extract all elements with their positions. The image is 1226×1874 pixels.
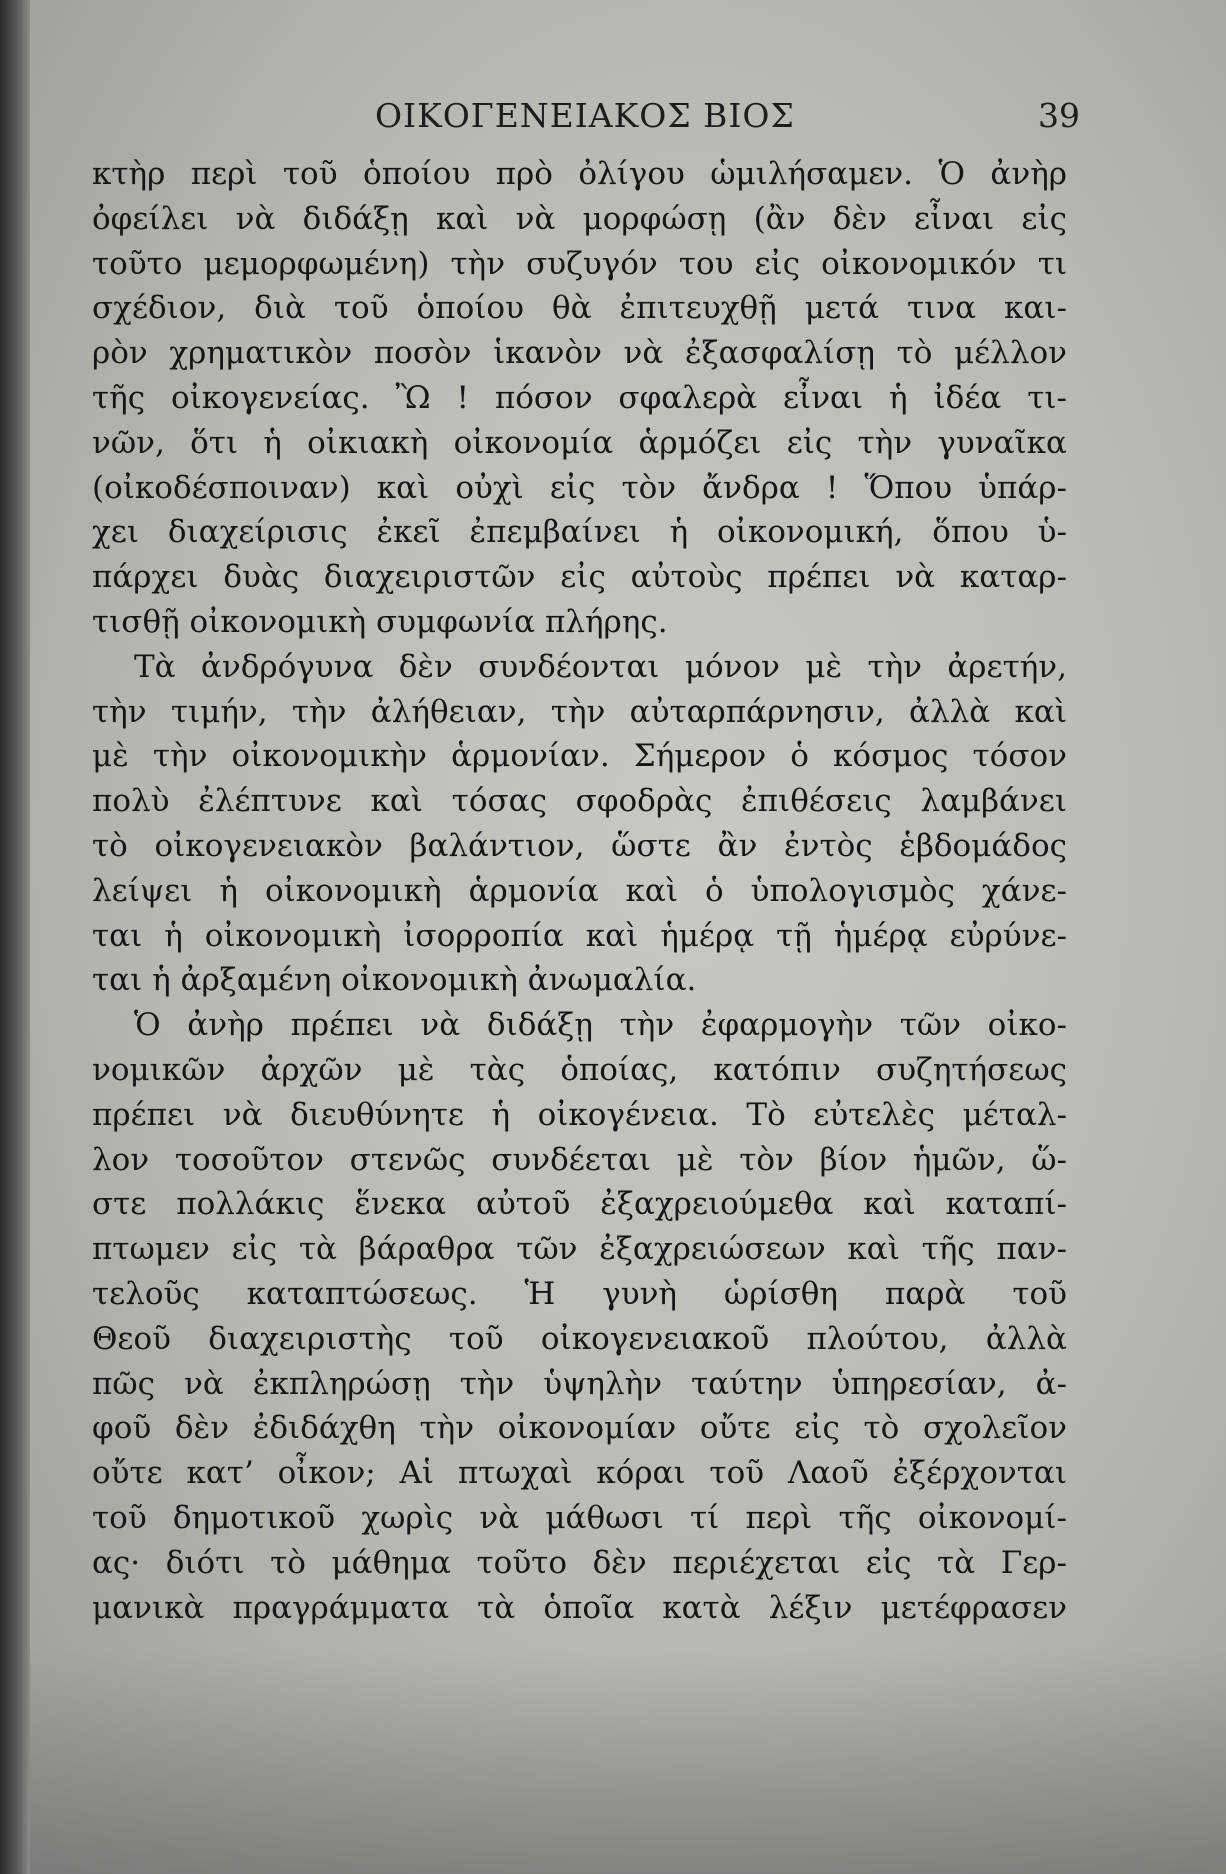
text-line: πρέπει νὰ διευθύνητε ἡ οἰκογένεια. Τὸ εὐτελὲς μέταλ- [92,1096,1067,1133]
text-line: τῆς οἰκογενείας. Ὢ ! πόσον σφαλερὰ εἶναι ἡ ἰδέα τι- [92,379,1067,416]
text-line: νομικῶν ἀρχῶν μὲ τὰς ὁποίας, κατόπιν συζητήσεως [92,1051,1067,1088]
text-line: ται ἡ οἰκονομικὴ ἰσορροπία καὶ ἡμέρᾳ τῇ ἡμέρᾳ εὐρύνε- [92,917,1067,954]
body-text [92,152,1067,1630]
text-line: πάρχει δυὰς διαχειριστῶν εἰς αὐτοὺς πρέπει νὰ καταρ- [92,559,1067,596]
text-line: κτὴρ περὶ τοῦ ὁποίου πρὸ ὀλίγου ὡμιλήσαμεν. Ὁ ἀνὴρ [92,156,1067,192]
paragraph-start-line: Ὁ ἀνὴρ πρέπει νὰ διδάξῃ τὴν ἐφαρμογὴν τῶν οἰκο- [134,1007,1067,1044]
text-line: μὲ τὴν οἰκονομικὴν ἁρμονίαν. Σήμερον ὁ κόσμος τόσον [92,738,1067,775]
text-line: πτωμεν εἰς τὰ βάραθρα τῶν ἐξαχρειώσεων καὶ τῆς παν- [92,1231,1067,1268]
text-line: τὸ οἰκογενειακὸν βαλάντιον, ὥστε ἂν ἐντὸς ἑβδομάδος [92,827,1067,864]
text-line: πολὺ ἐλέπτυνε καὶ τόσας σφοδρὰς ἐπιθέσεις λαμβάνει [92,783,1067,820]
text-line: πῶς νὰ ἐκπληρώσῃ τὴν ὑψηλὴν ταύτην ὑπηρεσίαν, ἀ- [92,1365,1067,1402]
text-line: στε πολλάκις ἕνεκα αὐτοῦ ἐξαχρειούμεθα καὶ καταπί- [92,1186,1067,1223]
page-shadow [30,1650,1226,1874]
page-number: 39 [1038,96,1080,135]
text-line: (οἰκοδέσποιναν) καὶ οὐχὶ εἰς τὸν ἄνδρα ! Ὅπου ὑπάρ- [92,469,1067,506]
text-line: νῶν, ὅτι ἡ οἰκιακὴ οἰκονομία ἁρμόζει εἰς τὴν γυναῖκα [92,424,1067,461]
paragraph-start-line: Τὰ ἀνδρόγυνα δὲν συνδέονται μόνον μὲ τὴν ἀρετήν, [134,648,1067,685]
page-header [30,92,1080,152]
text-line: τισθῇ οἰκονομικὴ συμφωνία πλήρης. [92,603,668,640]
text-line: ὀφείλει νὰ διδάξῃ καὶ νὰ μορφώσῃ (ἂν δὲν εἶναι εἰς [92,200,1067,237]
text-line: ται ἡ ἀρξαμένη οἰκονομικὴ ἀνωμαλία. [92,962,697,999]
text-line: ρὸν χρηματικὸν ποσὸν ἱκανὸν νὰ ἐξασφαλίσῃ τὸ μέλλον [92,335,1067,372]
text-line: λείψει ἡ οἰκονομικὴ ἁρμονία καὶ ὁ ὑπολογισμὸς χάνε- [92,872,1067,909]
book-gutter [0,0,30,1874]
text-line: ας· διότι τὸ μάθημα τοῦτο δὲν περιέχεται εἰς τὰ Γερ- [92,1544,1067,1581]
text-line: οὔτε κατ’ οἶκον; Αἱ πτωχαὶ κόραι τοῦ Λαοῦ ἐξέρχονται [92,1455,1067,1492]
text-line: λον τοσοῦτον στενῶς συνδέεται μὲ τὸν βίον ἡμῶν, ὥ- [92,1141,1067,1178]
text-line: Θεοῦ διαχειριστὴς τοῦ οἰκογενειακοῦ πλούτου, ἀλλὰ [92,1320,1067,1357]
text-line: τοῦ δημοτικοῦ χωρὶς νὰ μάθωσι τί περὶ τῆς οἰκονομί- [92,1499,1067,1536]
text-line: φοῦ δὲν ἐδιδάχθη τὴν οἰκονομίαν οὔτε εἰς τὸ σχολεῖον [92,1410,1067,1447]
text-line: χει διαχείρισις ἐκεῖ ἐπεμβαίνει ἡ οἰκονομική, ὅπου ὑ- [92,514,1067,551]
text-line: σχέδιον, διὰ τοῦ ὁποίου θὰ ἐπιτευχθῇ μετά τινα και- [92,290,1067,327]
text-line: μανικὰ πραγράμματα τὰ ὁποῖα κατὰ λέξιν μετέφρασεν [92,1589,1067,1626]
text-line: τελοῦς καταπτώσεως. Ἡ γυνὴ ὡρίσθη παρὰ τοῦ [92,1275,1067,1312]
running-title: ΟΙΚΟΓΕΝΕΙΑΚΟΣ ΒΙΟΣ [375,96,795,135]
text-line: τοῦτο μεμορφωμένη) τὴν συζυγόν του εἰς οἰκονομικόν τι [92,245,1067,282]
text-line: τὴν τιμήν, τὴν ἀλήθειαν, τὴν αὐταρπάρνησιν, ἀλλὰ καὶ [92,693,1067,730]
